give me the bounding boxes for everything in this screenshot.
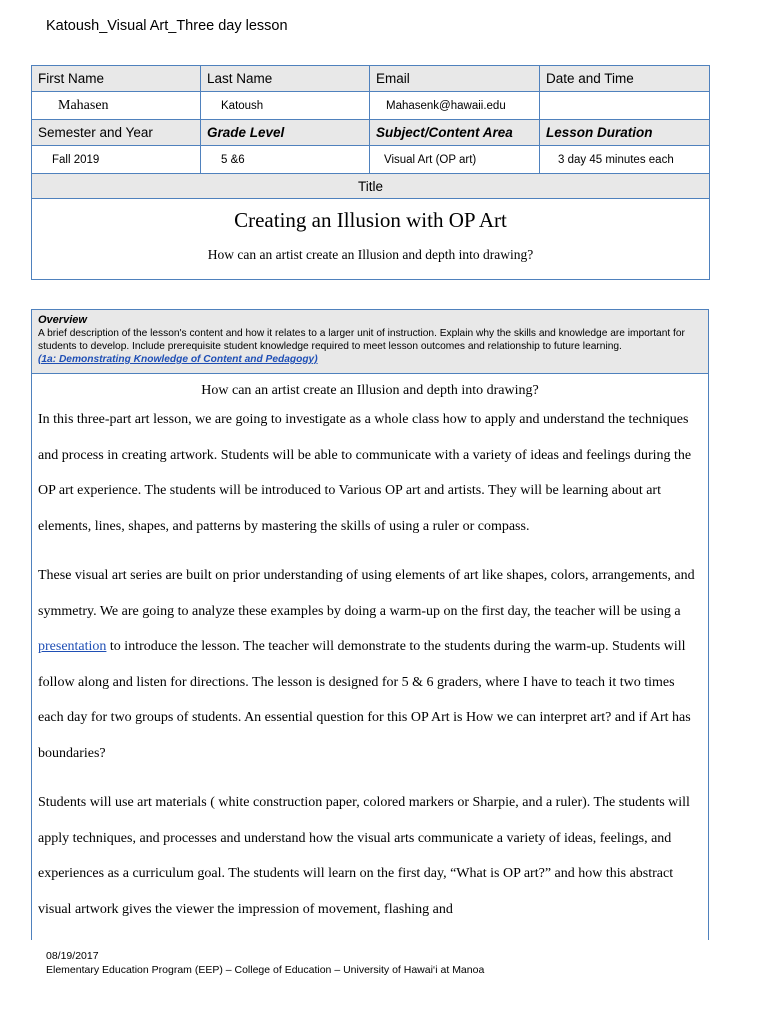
overview-paragraph-3: Students will use art materials ( white construction paper, colored markers or Sharpie, and a ruler). The students will apply techniques, and processes and understand how the visual arts communicate a variety of ideas, feelings, and experiences as a curriculum goal. The students will learn on the first day, “What is OP art?” and how this abstract visual artwork gives the viewer the impression of movement, flashing and (38, 795, 690, 917)
first-name-value: Mahasen (32, 92, 201, 120)
semester-year-header: Semester and Year (32, 120, 201, 146)
table-row (32, 174, 710, 199)
lesson-title: Creating an Illusion with OP Art (234, 208, 507, 232)
page-footer (46, 949, 484, 977)
overview-paragraph-2 (38, 558, 702, 771)
table-row (32, 199, 710, 280)
lesson-duration-value: 3 day 45 minutes each (540, 146, 710, 174)
table-row (32, 92, 710, 120)
overview-header (32, 310, 708, 374)
overview-section (31, 309, 709, 940)
title-label: Title (32, 174, 710, 199)
overview-paragraph-1: In this three-part art lesson, we are going to investigate as a whole class how to apply and understand the techniques and process in creating artwork. Students will be able to communicate with a variety of ideas and feelings during the OP art experience. The students will be introduced to Various OP art and artists. They will be learning about art elements, lines, shapes, and patterns by mastering the skills of using a ruler or compass. (38, 412, 692, 534)
email-value: Mahasenk@hawaii.edu (370, 92, 540, 120)
overview-description: A brief description of the lesson's content and how it relates to a larger unit of instruction. Explain why the skills and knowledge are important for students to develop. Include prerequisite student knowledge required to meet lesson outcomes and relationship to future learning. (38, 328, 685, 352)
overview-label: Overview (38, 314, 87, 326)
footer-date: 08/19/2017 (46, 950, 99, 962)
overview-body (32, 380, 708, 927)
subject-area-header: Subject/Content Area (370, 120, 540, 146)
document-title: Katoush_Visual Art_Three day lesson (46, 18, 288, 34)
lesson-duration-header: Lesson Duration (540, 120, 710, 146)
essential-question: How can an artist create an Illusion and depth into drawing? (207, 247, 534, 262)
lesson-info-table (31, 65, 710, 280)
title-cell (32, 199, 710, 280)
last-name-header: Last Name (201, 66, 370, 92)
table-row (32, 146, 710, 174)
grade-level-value: 5 &6 (201, 146, 370, 174)
presentation-link[interactable]: presentation (38, 639, 107, 654)
table-row (32, 66, 710, 92)
overview-question: How can an artist create an Illusion and depth into drawing? (201, 383, 539, 398)
pedagogy-link[interactable]: (1a: Demonstrating Knowledge of Content and Pedagogy) (38, 354, 318, 365)
date-time-value (540, 92, 710, 120)
grade-level-header: Grade Level (201, 120, 370, 146)
footer-program: Elementary Education Program (EEP) – College of Education – University of Hawai‘i at Manoa (46, 964, 485, 976)
first-name-header: First Name (32, 66, 201, 92)
paragraph-2-text-end: to introduce the lesson. The teacher will demonstrate to the students during the warm-up. Students will follow along and listen for directions. The lesson is designed for 5 & 6 graders, where I have to teach it two times each day for two groups of students. An essential question for this OP Art is How we can interpret art? and if Art has boundaries? (38, 639, 691, 761)
semester-year-value: Fall 2019 (32, 146, 201, 174)
date-time-header: Date and Time (540, 66, 710, 92)
paragraph-2-text-start: These visual art series are built on prior understanding of using elements of art like shapes, colors, arrangements, and symmetry. We are going to analyze these examples by doing a warm-up on the first day, the teacher will be using a (38, 568, 695, 619)
table-row (32, 120, 710, 146)
email-header: Email (370, 66, 540, 92)
last-name-value: Katoush (201, 92, 370, 120)
subject-area-value: Visual Art (OP art) (370, 146, 540, 174)
